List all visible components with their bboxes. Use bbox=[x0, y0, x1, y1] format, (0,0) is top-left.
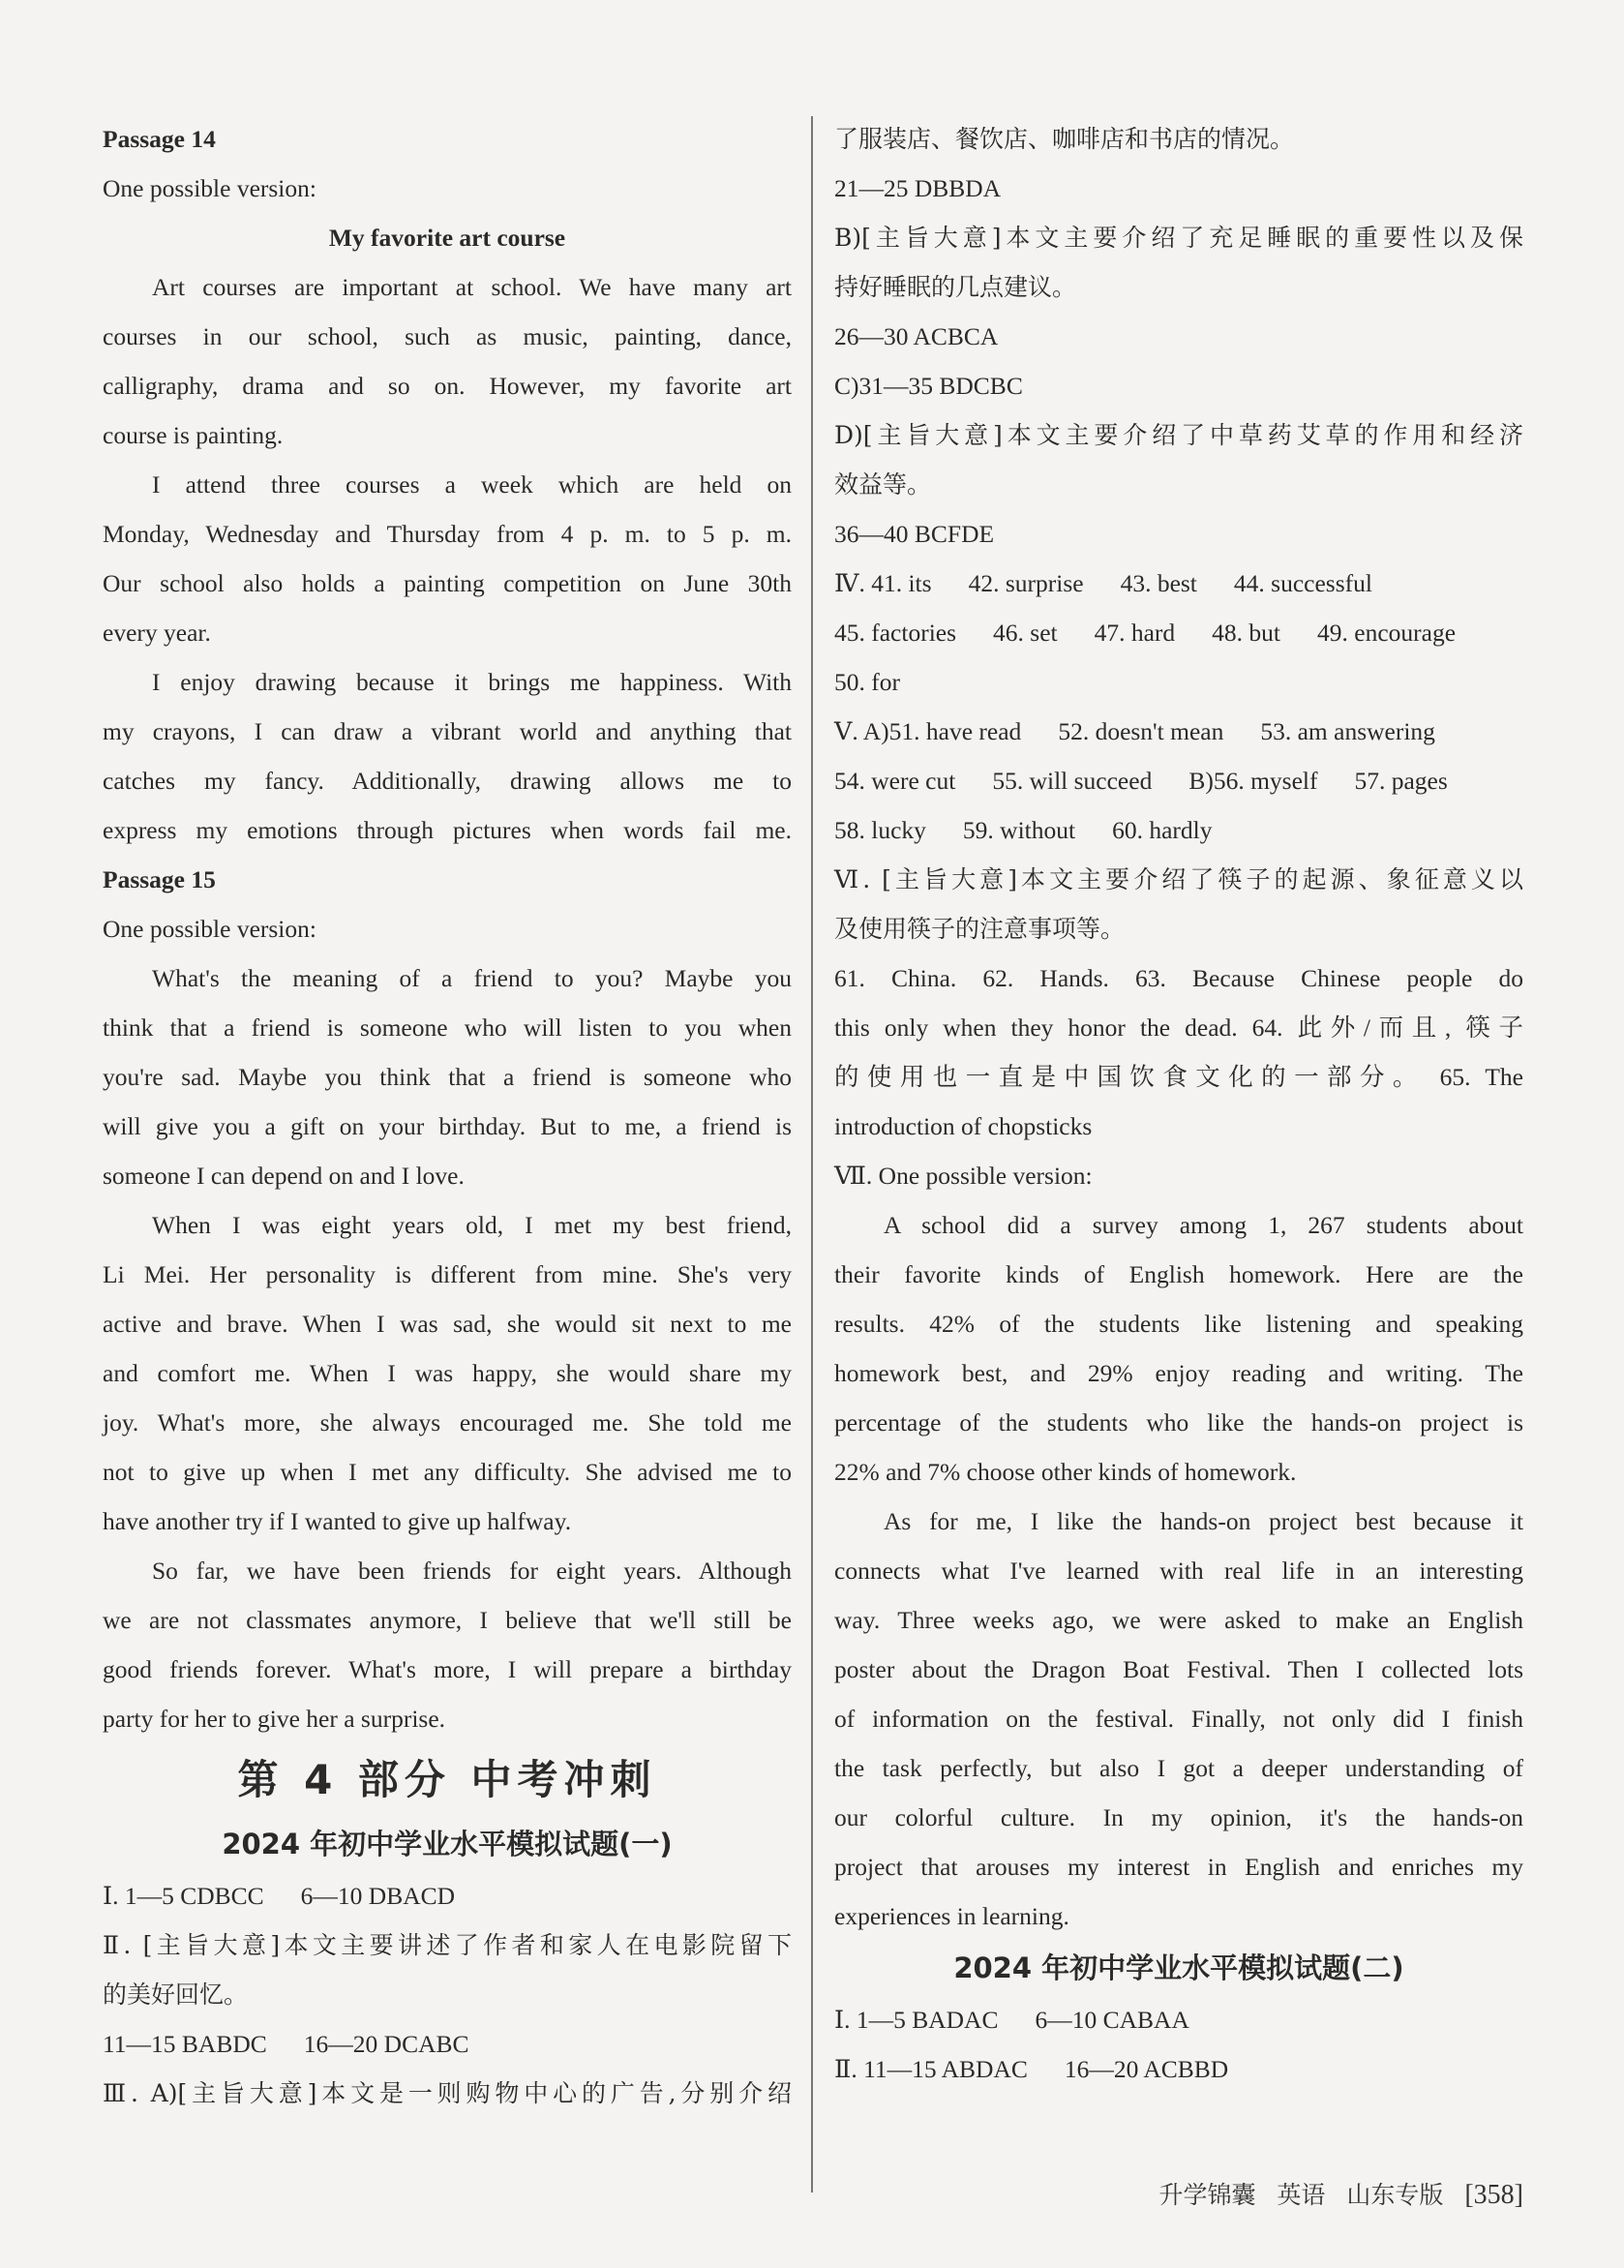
text-line: and comfort me. When I was happy, she would share my bbox=[103, 1359, 792, 1387]
text-line: the task perfectly, but also I got a deeper understanding of bbox=[834, 1754, 1523, 1782]
text-line: have another try if I wanted to give up halfway. bbox=[103, 1507, 572, 1535]
text-line: party for her to give her a surprise. bbox=[103, 1705, 446, 1733]
text-line: When I was eight years old, I met my best friend, bbox=[152, 1211, 792, 1239]
text-line: Our school also holds a painting competition on June 30th bbox=[103, 569, 792, 597]
column-divider bbox=[811, 116, 813, 2192]
essay-title: My favorite art course bbox=[328, 224, 566, 252]
summary-line: Ⅱ. [主旨大意]本文主要讲述了作者和家人在电影院留下 bbox=[103, 1931, 792, 1959]
answer-line: introduction of chopsticks bbox=[834, 1112, 1093, 1140]
right-column bbox=[834, 114, 1523, 2094]
text-line: you're sad. Maybe you think that a friend is someone who bbox=[103, 1063, 792, 1091]
left-column bbox=[103, 114, 792, 2118]
subject-label: 英语 bbox=[1277, 2181, 1326, 2209]
part-title: 第 4 部分 中考冲刺 bbox=[237, 1756, 657, 1803]
answer-line: Ⅳ. 41. its 42. surprise 43. best 44. successful bbox=[834, 569, 1372, 597]
text-line: experiences in learning. bbox=[834, 1902, 1069, 1930]
answer-line: Ⅰ. 1—5 BADAC 6—10 CABAA bbox=[834, 2006, 1189, 2034]
answer-line: this only when they honor the dead. 64. 此外/而且, 筷子 bbox=[834, 1013, 1523, 1042]
text-line: someone I can depend on and I love. bbox=[103, 1162, 465, 1190]
passage-15-intro: One possible version: bbox=[103, 915, 316, 943]
text-line: results. 42% of the students like listening and speaking bbox=[834, 1310, 1523, 1338]
text-line: will give you a gift on your birthday. But to me, a friend is bbox=[103, 1112, 792, 1140]
edition-label: 山东专版 bbox=[1346, 2181, 1444, 2209]
text-line: 22% and 7% choose other kinds of homework. bbox=[834, 1458, 1297, 1486]
text-line: percentage of the students who like the hands-on project is bbox=[834, 1408, 1523, 1436]
text-line: our colorful culture. In my opinion, it's the hands-on bbox=[834, 1803, 1523, 1831]
summary-line: B)[主旨大意]本文主要介绍了充足睡眠的重要性以及保 bbox=[834, 224, 1523, 252]
book-title: 升学锦囊 bbox=[1158, 2181, 1256, 2209]
answer-line: 50. for bbox=[834, 668, 900, 696]
text-line: I enjoy drawing because it brings me happiness. With bbox=[152, 668, 792, 696]
text-line: What's the meaning of a friend to you? Maybe you bbox=[152, 964, 792, 992]
text-line: homework best, and 29% enjoy reading and writing. The bbox=[834, 1359, 1523, 1387]
answer-line: C)31—35 BDCBC bbox=[834, 372, 1023, 400]
summary-line: Ⅲ. A)[主旨大意]本文是一则购物中心的广告,分别介绍 bbox=[103, 2079, 792, 2107]
text-line: connects what I've learned with real life in an interesting bbox=[834, 1557, 1523, 1585]
answer-line: 26—30 ACBCA bbox=[834, 322, 999, 350]
text-line: project that arouses my interest in English and enriches my bbox=[834, 1853, 1523, 1881]
text-line: way. Three weeks ago, we were asked to make an English bbox=[834, 1606, 1523, 1634]
summary-line: 了服装店、餐饮店、咖啡店和书店的情况。 bbox=[834, 125, 1295, 153]
summary-line: 效益等。 bbox=[834, 470, 932, 499]
passage-15-heading: Passage 15 bbox=[103, 865, 216, 893]
text-line: not to give up when I met any difficulty. She advised me to bbox=[103, 1458, 792, 1486]
passage-14-intro: One possible version: bbox=[103, 174, 316, 202]
text-line: express my emotions through pictures when words fail me. bbox=[103, 816, 792, 844]
answer-line: 21—25 DBBDA bbox=[834, 174, 1002, 202]
text-line: active and brave. When I was sad, she would sit next to me bbox=[103, 1310, 792, 1338]
text-line: every year. bbox=[103, 619, 211, 647]
test-1-title: 2024 年初中学业水平模拟试题(一) bbox=[222, 1828, 673, 1860]
text-line: calligraphy, drama and so on. However, my favorite art bbox=[103, 372, 792, 400]
answer-line: 58. lucky 59. without 60. hardly bbox=[834, 816, 1213, 844]
answer-line: Ⅴ. A)51. have read 52. doesn't mean 53. am answering bbox=[834, 717, 1435, 745]
text-line: Art courses are important at school. We have many art bbox=[152, 273, 792, 301]
text-line: So far, we have been friends for eight years. Although bbox=[152, 1557, 792, 1585]
summary-line: 的美好回忆。 bbox=[103, 1981, 249, 2009]
text-line: Monday, Wednesday and Thursday from 4 p. m. to 5 p. m. bbox=[103, 520, 792, 548]
summary-line: Ⅵ. [主旨大意]本文主要介绍了筷子的起源、象征意义以 bbox=[834, 865, 1523, 893]
summary-line: 持好睡眠的几点建议。 bbox=[834, 273, 1077, 301]
answer-line: 45. factories 46. set 47. hard 48. but 49. encourage bbox=[834, 619, 1457, 647]
text-line: As for me, I like the hands-on project best because it bbox=[884, 1507, 1523, 1535]
answer-line: 54. were cut 55. will succeed B)56. myself 57. pages bbox=[834, 767, 1448, 795]
text-line: my crayons, I can draw a vibrant world and anything that bbox=[103, 717, 792, 745]
text-line: course is painting. bbox=[103, 421, 284, 449]
text-line: joy. What's more, she always encouraged me. She told me bbox=[103, 1408, 792, 1436]
summary-line: D)[主旨大意]本文主要介绍了中草药艾草的作用和经济 bbox=[834, 421, 1523, 449]
page-number: [358] bbox=[1464, 2180, 1523, 2210]
text-line: good friends forever. What's more, I will prepare a birthday bbox=[103, 1655, 792, 1683]
text-line: think that a friend is someone who will listen to you when bbox=[103, 1013, 792, 1042]
text-line: we are not classmates anymore, I believe that we'll still be bbox=[103, 1606, 792, 1634]
text-line: their favorite kinds of English homework. Here are the bbox=[834, 1260, 1523, 1288]
answer-line: 的使用也一直是中国饮食文化的一部分。 65. The bbox=[834, 1063, 1523, 1091]
answer-line: 61. China. 62. Hands. 63. Because Chinese people do bbox=[834, 964, 1523, 992]
answer-line: Ⅰ. 1—5 CDBCC 6—10 DBACD bbox=[103, 1882, 456, 1910]
text-line: A school did a survey among 1, 267 students about bbox=[884, 1211, 1523, 1239]
text-line: catches my fancy. Additionally, drawing allows me to bbox=[103, 767, 792, 795]
text-line: I attend three courses a week which are held on bbox=[152, 470, 792, 499]
passage-14-heading: Passage 14 bbox=[103, 125, 216, 153]
answer-line: 36—40 BCFDE bbox=[834, 520, 995, 548]
answer-line: Ⅱ. 11—15 ABDAC 16—20 ACBBD bbox=[834, 2055, 1229, 2083]
text-line: Li Mei. Her personality is different from mine. She's very bbox=[103, 1260, 792, 1288]
page-footer bbox=[1158, 2176, 1523, 2211]
text-line: poster about the Dragon Boat Festival. Then I collected lots bbox=[834, 1655, 1523, 1683]
text-line: of information on the festival. Finally, not only did I finish bbox=[834, 1705, 1523, 1733]
test-2-title: 2024 年初中学业水平模拟试题(二) bbox=[953, 1951, 1404, 1984]
summary-line: 及使用筷子的注意事项等。 bbox=[834, 915, 1126, 943]
text-line: courses in our school, such as music, painting, dance, bbox=[103, 322, 792, 350]
answer-line: 11—15 BABDC 16—20 DCABC bbox=[103, 2030, 469, 2058]
section-7-intro: Ⅶ. One possible version: bbox=[834, 1162, 1093, 1190]
